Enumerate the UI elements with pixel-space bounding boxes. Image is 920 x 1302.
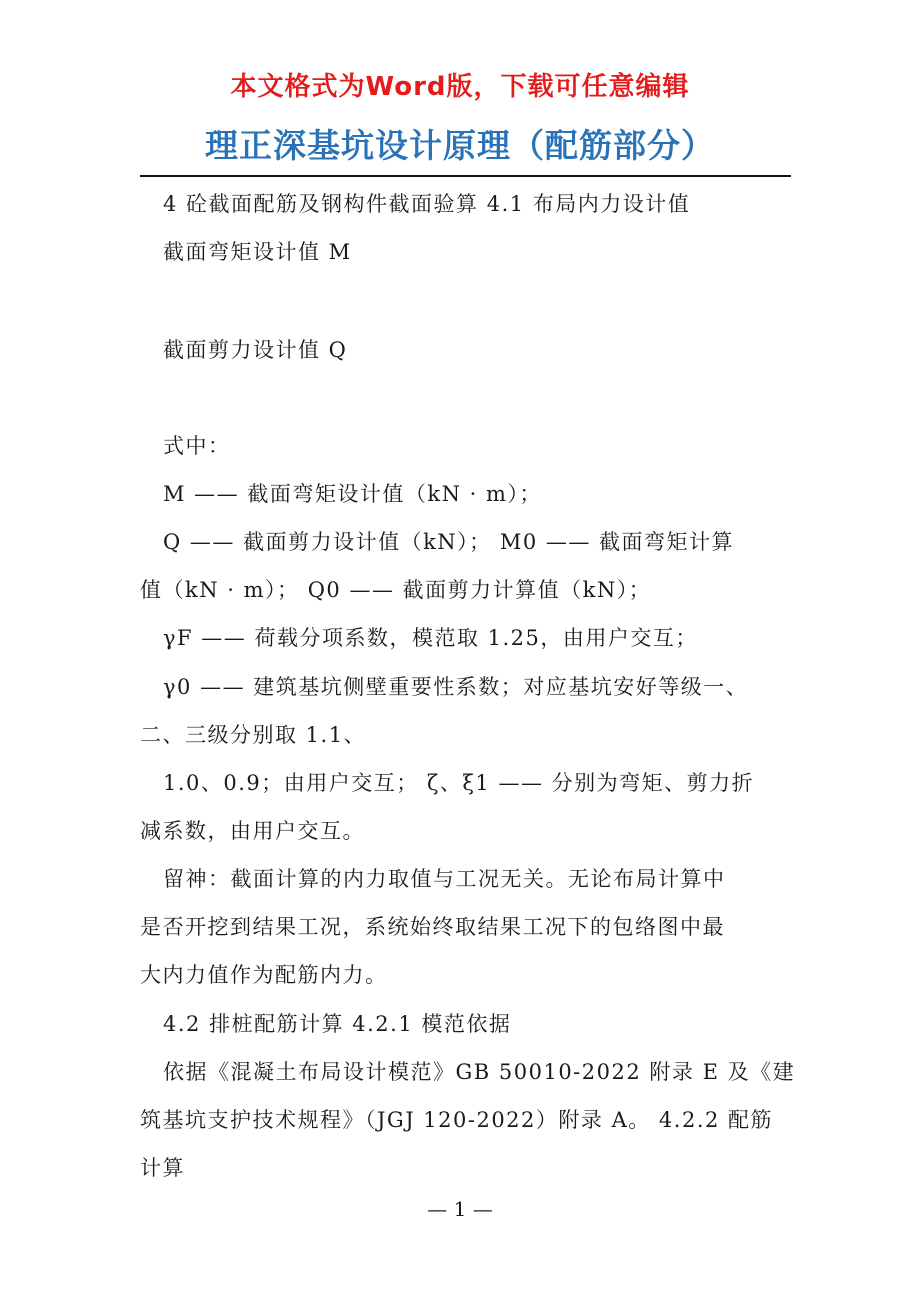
title-divider (140, 175, 791, 177)
paragraph-line: 二、三级分别取 1.1、 (140, 723, 367, 747)
paragraph-line: 依据《混凝土布局设计模范》GB 50010-2022 附录 E 及《建 (163, 1060, 796, 1084)
paragraph-line: 式中： (163, 434, 231, 458)
download-banner: 本文格式为Word版，下载可任意编辑 (230, 72, 690, 102)
paragraph-line: 计算 (140, 1156, 185, 1180)
paragraph-line: Q —— 截面剪力设计值（kN）； M0 —— 截面弯矩计算 (163, 530, 735, 554)
paragraph-line: γF —— 荷载分项系数，模范取 1.25，由用户交互； (163, 626, 698, 650)
page-number: — 1 — (427, 1197, 493, 1221)
section-heading: 4.2 排桩配筋计算 4.2.1 模范依据 (163, 1012, 512, 1036)
paragraph-line: 大内力值作为配筋内力。 (140, 963, 388, 987)
paragraph-line: 是否开挖到结果工况，系统始终取结果工况下的包络图中最 (140, 915, 725, 939)
paragraph-line: 4 砼截面配筋及钢构件截面验算 4.1 布局内力设计值 (163, 192, 691, 216)
paragraph-line: 值（kN · m）； Q0 —— 截面剪力计算值（kN）； (140, 578, 652, 602)
document-title: 理正深基坑设计原理（配筋部分） (205, 126, 715, 165)
paragraph-line: 截面剪力设计值 Q (163, 338, 348, 362)
paragraph-line: γ0 —— 建筑基坑侧壁重要性系数；对应基坑安好等级一、 (163, 675, 749, 699)
paragraph-line: 1.0、0.9；由用户交互； ζ、ξ1 —— 分别为弯矩、剪力折 (163, 771, 755, 795)
paragraph-line: 筑基坑支护技术规程》（JGJ 120-2022）附录 A。 4.2.2 配筋 (140, 1108, 774, 1132)
paragraph-line: 减系数，由用户交互。 (140, 819, 365, 843)
paragraph-line: M —— 截面弯矩设计值（kN · m）； (163, 482, 542, 506)
paragraph-line: 留神：截面计算的内力取值与工况无关。无论布局计算中 (163, 867, 726, 891)
paragraph-line: 截面弯矩设计值 M (163, 240, 352, 264)
